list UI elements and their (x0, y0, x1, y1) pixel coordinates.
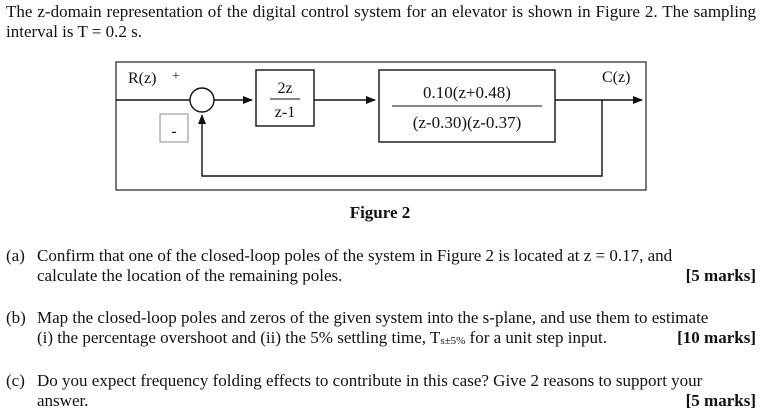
question-a (6, 246, 756, 286)
question-c-line1: Do you expect frequency folding effects to contribute in this case? Give 2 reasons to support your (37, 371, 703, 390)
block2-numerator: 0.10(z+0.48) (423, 83, 511, 102)
question-b-line2-pre: (i) the percentage overshoot and (ii) the 5% settling time, T (37, 328, 441, 347)
summing-junction (190, 88, 214, 112)
block1-denominator: z-1 (274, 104, 296, 121)
question-c-line2: answer. (37, 391, 89, 410)
question-b-label: (b) (6, 308, 26, 327)
question-b-line2 (37, 328, 607, 351)
block1-numerator: 2z (277, 80, 293, 97)
question-b-line2-post: for a unit step input. (465, 328, 607, 347)
output-label: C(z) (602, 69, 631, 86)
question-a-label: (a) (6, 246, 25, 265)
figure-caption: Figure 2 (349, 203, 411, 222)
minus-sign: - (171, 123, 177, 140)
question-b-line1: Map the closed-loop poles and zeros of the given system into the s-plane, and use them to estimate (37, 308, 709, 327)
question-c (6, 371, 756, 411)
block2-denominator: (z-0.30)(z-0.37) (412, 113, 522, 132)
input-label: R(z) (128, 70, 157, 87)
question-a-line1: Confirm that one of the closed-loop poles of the system in Figure 2 is located at z = 0.17, and (37, 246, 673, 265)
question-a-line2: calculate the location of the remaining poles. (37, 266, 343, 285)
question-c-label: (c) (6, 371, 25, 390)
question-a-marks: [5 marks] (685, 266, 756, 285)
question-b (6, 308, 756, 351)
question-b-line2-sub: s±5% (440, 335, 466, 347)
question-b-marks: [10 marks] (677, 328, 756, 347)
plus-sign: + (172, 69, 180, 84)
question-c-marks: [5 marks] (685, 391, 756, 410)
intro-paragraph: The z-domain representation of the digital control system for an elevator is shown in Figure 2. The sampling interval is T = 0.2 s. (6, 2, 756, 41)
